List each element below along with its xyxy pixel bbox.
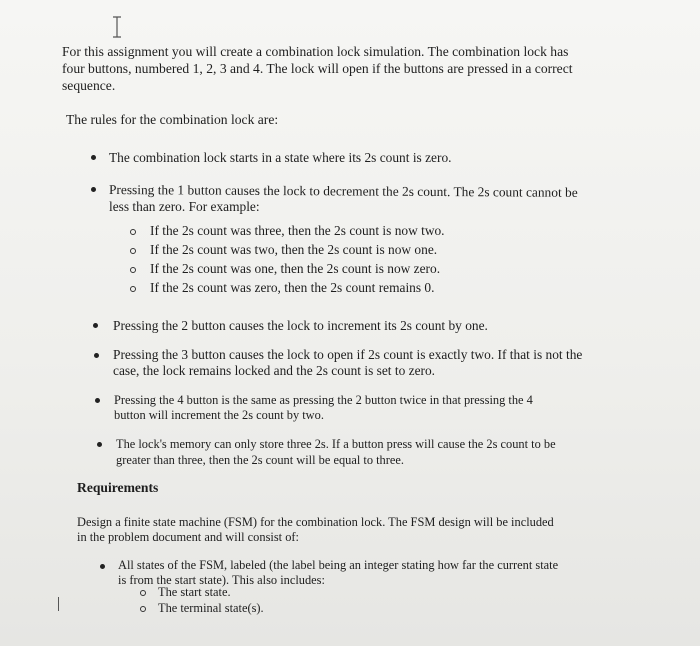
requirements-intro-line: Design a finite state machine (FSM) for the combination lock. The FSM design will be included [77, 515, 554, 529]
requirements-heading: Requirements [77, 480, 159, 495]
rule-sub-line: If the 2s count was one, then the 2s count is now zero. [150, 261, 441, 276]
bullet-icon [93, 323, 98, 328]
rules-heading: The rules for the combination lock are: [66, 112, 279, 127]
sub-bullet-icon [130, 267, 136, 273]
rule-line: Pressing the 2 button causes the lock to increment its 2s count by one. [113, 318, 488, 333]
rule-line: button will increment the 2s count by two. [114, 408, 324, 422]
requirements-intro-line: in the problem document and will consist of: [77, 530, 299, 544]
rule-line: greater than three, then the 2s count will be equal to three. [116, 453, 404, 467]
intro-line: For this assignment you will create a combination lock simulation. The combination lock has [62, 44, 569, 59]
sub-bullet-icon [130, 229, 136, 235]
rule-line: Pressing the 4 button is the same as pressing the 2 button twice in that pressing the 4 [114, 393, 533, 407]
rule-line: The combination lock starts in a state where its 2s count is zero. [109, 150, 452, 165]
bullet-icon [100, 564, 105, 569]
sub-bullet-icon [140, 590, 146, 596]
text-caret [58, 597, 59, 611]
sub-bullet-icon [140, 606, 146, 612]
bullet-icon [91, 187, 96, 192]
rule-line: The lock's memory can only store three 2s. If a button press will cause the 2s count to be [116, 437, 556, 451]
intro-line: sequence. [62, 78, 116, 93]
sub-bullet-icon [130, 248, 136, 254]
sub-bullet-icon [130, 286, 136, 292]
requirement-sub-line: The start state. [158, 585, 231, 599]
bullet-icon [91, 155, 96, 160]
rule-line: less than zero. For example: [109, 199, 260, 214]
bullet-icon [94, 353, 99, 358]
bullet-icon [97, 442, 102, 447]
intro-line: four buttons, numbered 1, 2, 3 and 4. The lock will open if the buttons are pressed in a correct [62, 61, 573, 76]
bullet-icon [95, 398, 100, 403]
rule-line: case, the lock remains locked and the 2s count is set to zero. [113, 363, 436, 378]
requirement-line: All states of the FSM, labeled (the label being an integer stating how far the current state [118, 558, 559, 572]
rule-line: Pressing the 1 button causes the lock to decrement the 2s count. The 2s count cannot be [108, 182, 578, 200]
rule-line: Pressing the 3 button causes the lock to open if 2s count is exactly two. If that is not the [113, 347, 583, 362]
rule-sub-line: If the 2s count was zero, then the 2s count remains 0. [150, 280, 435, 295]
text-cursor-icon [112, 16, 122, 38]
rule-sub-line: If the 2s count was three, then the 2s count is now two. [150, 223, 445, 238]
requirement-sub-line: The terminal state(s). [158, 601, 264, 615]
rule-sub-line: If the 2s count was two, then the 2s count is now one. [150, 242, 438, 257]
requirement-line: is from the start state). This also includes: [118, 573, 325, 587]
